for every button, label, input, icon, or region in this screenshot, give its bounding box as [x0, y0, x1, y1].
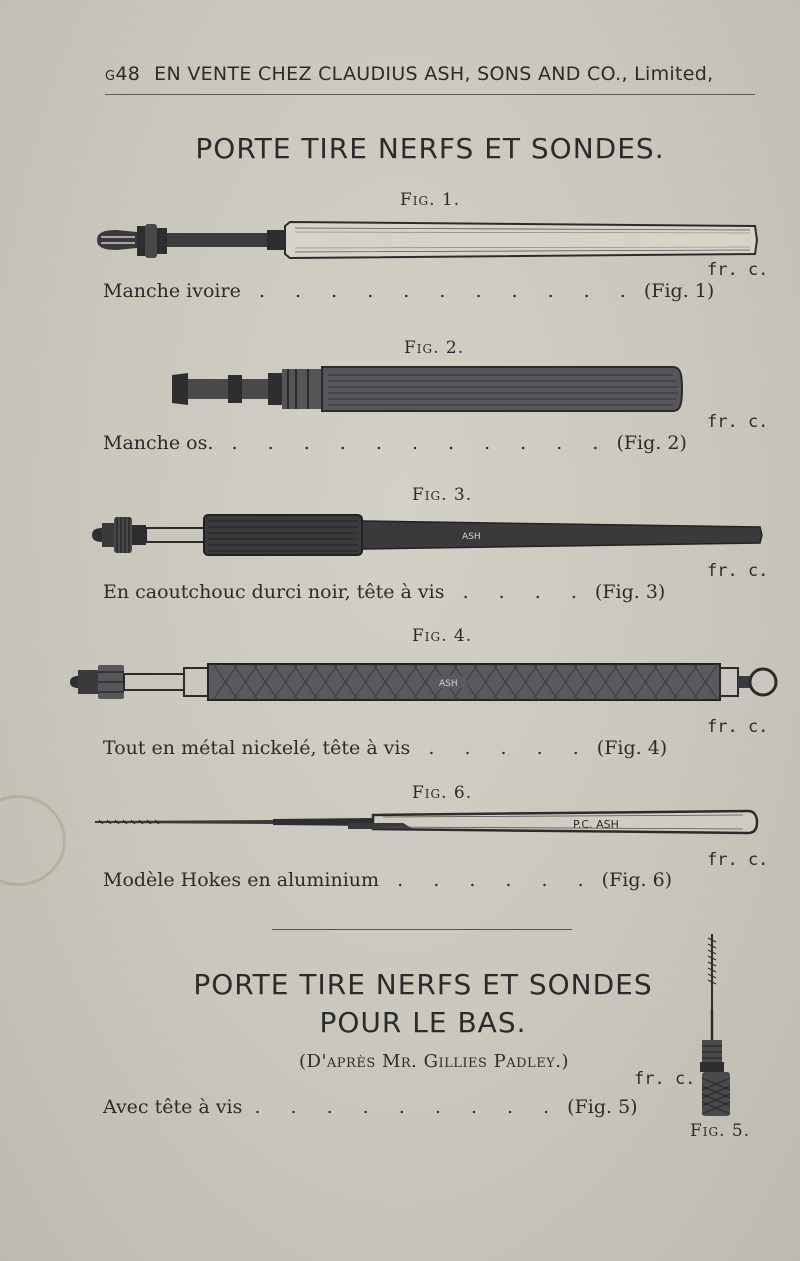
- engraving-fig-6: P.C. ASH: [573, 818, 619, 831]
- section2-title-line1: PORTE TIRE NERFS ET SONDES: [193, 968, 653, 1001]
- product-row-3: [103, 581, 665, 603]
- figure-ref: (Fig. 6): [601, 869, 673, 891]
- page-number: G48: [105, 63, 141, 85]
- product-label: Avec tête à vis: [103, 1096, 243, 1118]
- price-header-3: fr. c.: [707, 561, 769, 581]
- leader-dots: . . . . .: [428, 737, 591, 759]
- price-header-1: fr. c.: [707, 260, 769, 280]
- section-title: PORTE TIRE NERFS ET SONDES.: [195, 132, 665, 165]
- engraving-fig-4: ASH: [439, 679, 458, 689]
- instrument-fig-4: [68, 660, 780, 705]
- running-title: EN VENTE CHEZ CLAUDIUS ASH, SONS AND CO., Limited,: [154, 63, 714, 85]
- instrument-fig-1: [95, 218, 760, 263]
- section-separator: [272, 929, 572, 930]
- product-row-6: [103, 869, 672, 891]
- section2-subtitle: (D'après Mr. Gillies Padley.): [299, 1051, 570, 1072]
- figure-ref: (Fig. 5): [567, 1096, 638, 1118]
- leader-dots: . . . . . . . . .: [254, 1096, 562, 1118]
- figure-ref: (Fig. 4): [596, 737, 668, 759]
- product-label: Manche ivoire: [103, 280, 241, 302]
- figure-caption-2: Fig. 2.: [404, 338, 465, 358]
- figure-caption-5: Fig. 5.: [690, 1121, 751, 1141]
- product-label: Modèle Hokes en aluminium: [103, 869, 380, 891]
- price-header-6: fr. c.: [707, 850, 769, 870]
- price-header-2: fr. c.: [707, 412, 769, 432]
- product-row-5: [103, 1096, 638, 1118]
- page-stain: [0, 795, 66, 886]
- instrument-fig-3: [90, 513, 765, 559]
- engraving-fig-3: ASH: [462, 532, 481, 542]
- price-header-4: fr. c.: [707, 717, 769, 737]
- leader-dots: . . . . . . . . . . .: [231, 432, 611, 454]
- running-header: [105, 63, 713, 85]
- product-row-1: [103, 280, 714, 302]
- leader-dots: . . . .: [462, 581, 589, 603]
- section2-title-line2: POUR LE BAS.: [319, 1006, 527, 1039]
- leader-dots: . . . . . .: [397, 869, 596, 891]
- figure-ref: (Fig. 3): [594, 581, 666, 603]
- figure-caption-3: Fig. 3.: [412, 485, 473, 505]
- figure-ref: (Fig. 1): [643, 280, 715, 302]
- figure-ref: (Fig. 2): [616, 432, 687, 454]
- instrument-fig-6: [93, 807, 763, 839]
- figure-caption-6: Fig. 6.: [412, 783, 473, 803]
- leader-dots: . . . . . . . . . . .: [258, 280, 638, 302]
- price-header-5: fr. c.: [634, 1069, 696, 1089]
- instrument-fig-5: [692, 930, 742, 1120]
- instrument-fig-2: [168, 365, 686, 415]
- header-rule: [105, 94, 755, 95]
- figure-caption-4: Fig. 4.: [412, 626, 473, 646]
- product-label: En caoutchouc durci noir, tête à vis: [103, 581, 445, 603]
- figure-caption-1: Fig. 1.: [400, 190, 461, 210]
- product-row-4: [103, 737, 667, 759]
- product-label: Manche os.: [103, 432, 214, 454]
- product-row-2: [103, 432, 687, 454]
- product-label: Tout en métal nickelé, tête à vis: [103, 737, 411, 759]
